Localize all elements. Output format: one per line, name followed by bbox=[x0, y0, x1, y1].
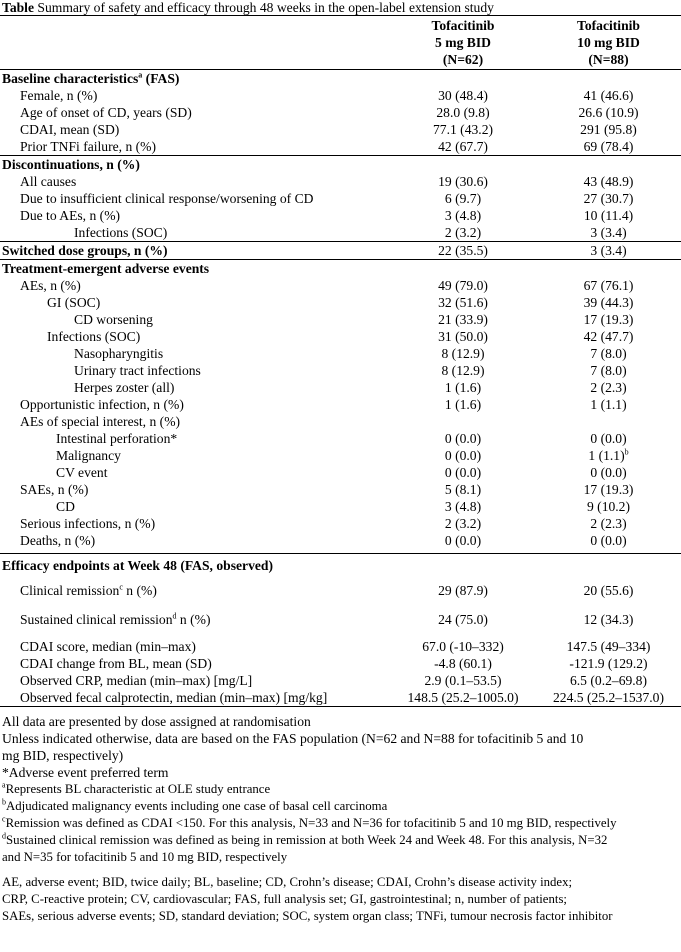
table-row: Due to insufficient clinical response/worsening of CD 6 (9.7) 27 (30.7) bbox=[20, 191, 634, 206]
table-row: AEs of special interest, n (%) bbox=[20, 414, 181, 429]
table-row: Clinical remission$^c$ n (%) 29 (87.9) 20 (55.6) bbox=[20, 582, 634, 598]
footnote-c: $^c$Remission was defined as CDAI <150. For this analysis, N=33 and N=36 for tofacitinib 5 and 10 mg BID, respectively bbox=[2, 815, 617, 830]
table-row: Prior TNFi failure, n (%) 42 (67.7) 69 (78.4) bbox=[0, 138, 681, 156]
table-row: AEs, n (%) 49 (79.0) 67 (76.1) bbox=[20, 278, 634, 293]
section-baseline: Baseline characteristics$^a$ (FAS) bbox=[2, 70, 180, 86]
table-row: CD 3 (4.8) 9 (10.2) bbox=[56, 499, 631, 514]
table-row: Serious infections, n (%) 2 (3.2) 2 (2.3) bbox=[20, 516, 627, 531]
table-row: Infections (SOC) 2 (3.2) 3 (3.4) bbox=[0, 224, 681, 242]
footnote: All data are presented by dose assigned at randomisation bbox=[2, 714, 311, 729]
table-row: CDAI, mean (SD) 77.1 (43.2) 291 (95.8) bbox=[20, 122, 637, 137]
table-row: Age of onset of CD, years (SD) 28.0 (9.8) 26.6 (10.9) bbox=[20, 105, 639, 120]
table-row: Observed CRP, median (min–max) [mg/L] 2.9 (0.1–53.5) 6.5 (0.2–69.8) bbox=[20, 673, 648, 688]
table-row: Deaths, n (%) 0 (0.0) 0 (0.0) bbox=[20, 533, 627, 548]
section-efficacy: Efficacy endpoints at Week 48 (FAS, observed) bbox=[2, 557, 273, 573]
table-row: Malignancy 0 (0.0) 1 $(1.1)^b$ bbox=[56, 447, 629, 463]
table-row: Observed fecal calprotectin, median (min–max) [mg/kg] 148.5 (25.2–1005.0) 224.5 (25.2–1537.0) bbox=[0, 689, 681, 707]
table-row: Opportunistic infection, n (%) 1 (1.6) 1 (1.1) bbox=[20, 397, 627, 412]
table-header-row bbox=[0, 16, 681, 70]
table-row: All causes 19 (30.6) 43 (48.9) bbox=[20, 174, 634, 189]
caption-label: Table bbox=[2, 0, 34, 15]
table-row: Sustained clinical remission$^d$ n (%) 24 (75.0) 12 (34.3) bbox=[20, 611, 634, 627]
footnote: *Adverse event preferred term bbox=[2, 765, 169, 780]
table-row: Nasopharyngitis 8 (12.9) 7 (8.0) bbox=[74, 346, 627, 361]
caption-text: Summary of safety and efficacy through 48 weeks in the open-label extension study bbox=[34, 0, 494, 15]
footnote: Unless indicated otherwise, data are based on the FAS population (N=62 and N=88 for tofacitinib 5 and 10 mg BID, respectively) bbox=[2, 731, 584, 763]
table-caption bbox=[0, 0, 681, 15]
header-col-5mg: Tofacitinib 5 mg BID (N=62) bbox=[390, 16, 536, 70]
table-row: Female, n (%) 30 (48.4) 41 (46.6) bbox=[20, 88, 634, 103]
footnote-d-cont: and N=35 for tofacitinib 5 and 10 mg BID, respectively bbox=[2, 850, 288, 864]
table-row: GI (SOC) 32 (51.6) 39 (44.3) bbox=[47, 295, 634, 310]
footnote-b: $^b$Adjudicated malignancy events including one case of basal cell carcinoma bbox=[2, 797, 388, 813]
table-row: CDAI change from BL, mean (SD) -4.8 (60.1) -121.9 (129.2) bbox=[20, 656, 648, 671]
table-row: CV event 0 (0.0) 0 (0.0) bbox=[56, 465, 627, 480]
summary-table bbox=[0, 15, 681, 707]
table-row: Urinary tract infections 8 (12.9) 7 (8.0) bbox=[74, 363, 627, 378]
section-discontinuations: Discontinuations, n (%) bbox=[2, 157, 140, 172]
header-empty-cell bbox=[0, 16, 390, 70]
section-switched: Switched dose groups, n (%) 22 (35.5) 3 (3.4) bbox=[0, 242, 681, 260]
table-row: Due to AEs, n (%) 3 (4.8) 10 (11.4) bbox=[20, 208, 634, 223]
table-row: Herpes zoster (all) 1 (1.6) 2 (2.3) bbox=[74, 380, 627, 395]
footnote-a: $^a$Represents BL characteristic at OLE study entrance bbox=[2, 780, 271, 796]
section-teae: Treatment-emergent adverse events bbox=[2, 261, 210, 276]
table-row: SAEs, n (%) 5 (8.1) 17 (19.3) bbox=[20, 482, 634, 497]
table-row: Intestinal perforation* 0 (0.0) 0 (0.0) bbox=[56, 431, 627, 446]
abbreviations: AE, adverse event; BID, twice daily; BL, baseline; CD, Crohn’s disease; CDAI, Crohn’s disease activity index; CRP, C-reactive protein; CV, cardiovascular; FAS, full analysis set; GI, gastrointestinal; n, number of patients; SAEs, serious adverse events; SD, standard deviation; SOC, system organ class; TNFi, tumour necrosis factor inhibitor bbox=[2, 875, 613, 923]
header-col-10mg: Tofacitinib 10 mg BID (N=88) bbox=[536, 16, 681, 70]
table-footnotes bbox=[0, 713, 681, 925]
table-row: Infections (SOC) 31 (50.0) 42 (47.7) bbox=[47, 329, 634, 344]
footnote-d: $^d$Sustained clinical remission was defined as being in remission at both Week 24 and Week 48. For this analysis, N=32 bbox=[2, 832, 608, 847]
table-row: CD worsening 21 (33.9) 17 (19.3) bbox=[74, 312, 634, 327]
table-row: CDAI score, median (min–max) 67.0 (-10–332) 147.5 (49–334) bbox=[20, 639, 651, 654]
